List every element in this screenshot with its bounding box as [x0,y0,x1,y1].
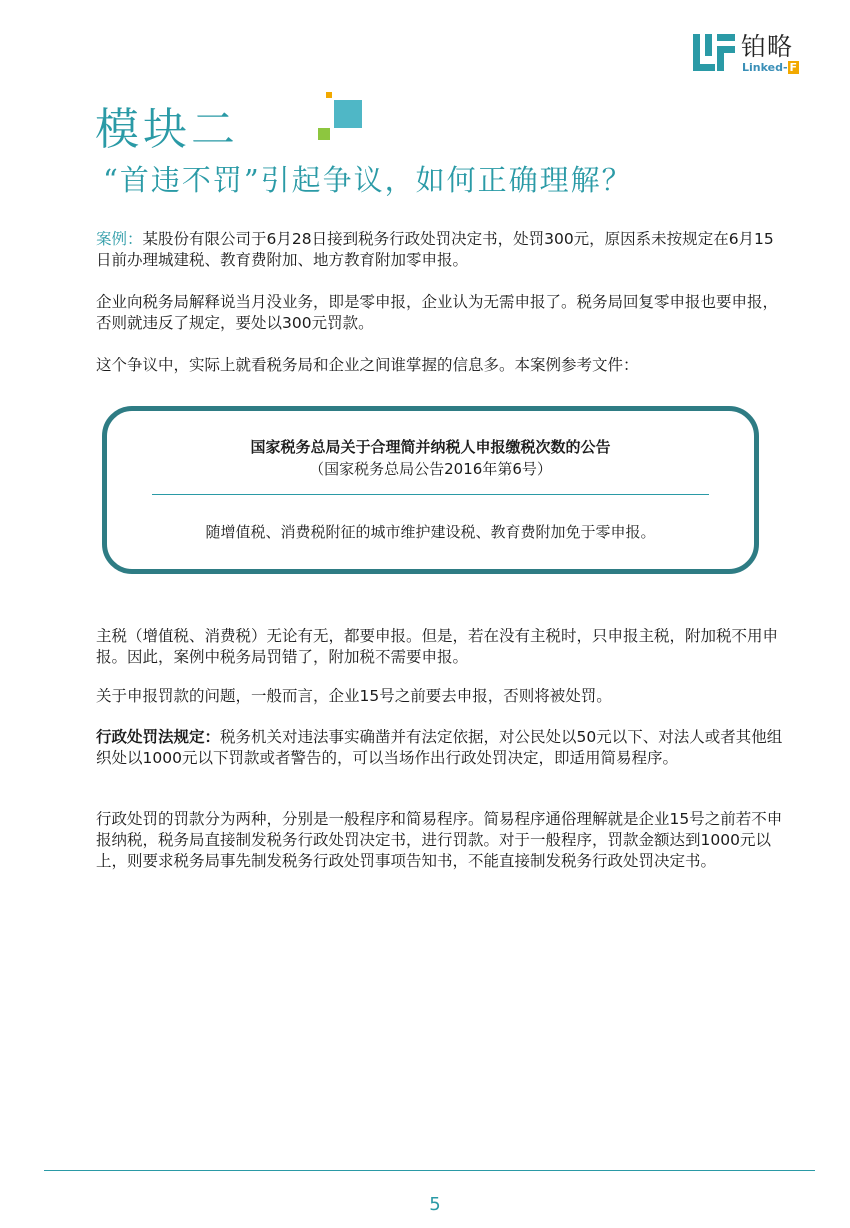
paragraph-main-tax: 主税（增值税、消费税）无论有无，都要申报。但是，若在没有主税时，只申报主税，附加税不用申报。因此，案例中税务局罚错了，附加税不需要申报。 [96,627,779,666]
brand-logo [693,32,813,76]
paragraph-penalty: 关于申报罚款的问题，一般而言，企业15号之前要去申报，否则将被处罚。 [96,687,612,705]
case-label: 案例： [96,230,143,248]
reference-body: 随增值税、消费税附征的城市维护建设税、教育费附加免于零申报。 [205,523,656,541]
paragraph-explanation: 企业向税务局解释说当月没业务，即是零申报，企业认为无需申报了。税务局回复零申报也要申报，否则就违反了规定，要处以300元罚款。 [96,293,779,332]
reference-title: 国家税务总局关于合理简并纳税人申报缴税次数的公告 [250,438,611,456]
paragraph-procedures: 行政处罚的罚款分为两种，分别是一般程序和简易程序。简易程序通俗理解就是企业15号之前若不申报纳税，税务局直接制发税务行政处罚决定书，进行罚款。对于一般程序，罚款金额达到1000元以上，则要求税务局事先制发税务行政处罚事项告知书，不能直接制发税务行政处罚决定书。 [96,810,783,870]
paragraph-dispute: 这个争议中，实际上就看税务局和企业之间谁掌握的信息多。本案例参考文件： [96,356,639,374]
reference-divider [152,494,709,495]
page-number: 5 [429,1194,441,1215]
logo-text-en: Linked- F [742,61,798,74]
reference-box [102,406,759,574]
logo-mark-icon [693,34,737,74]
module-title: 模块二 [95,104,239,155]
law-text: 税务机关对违法事实确凿并有法定依据，对公民处以50元以下、对法人或者其他组织处以1000元以下罚款或者警告的，可以当场作出行政处罚决定，即适用简易程序。 [96,728,783,767]
decorative-squares [318,92,364,142]
reference-number: （国家税务总局公告2016年第6号） [309,460,552,478]
case-text: 某股份有限公司于6月28日接到税务行政处罚决定书，处罚300元，原因系未按规定在6月15日前办理城建税、教育费附加、地方教育附加零申报。 [96,230,774,269]
case-paragraph [96,229,786,271]
square-green [318,128,330,140]
square-orange [326,92,332,98]
paragraph-law [96,727,786,769]
logo-text-cn: 铂略 [741,32,794,61]
square-teal [334,100,362,128]
module-subtitle: “首违不罚”引起争议，如何正确理解？ [103,163,633,197]
law-label: 行政处罚法规定： [96,728,221,746]
footer-divider [44,1170,815,1171]
